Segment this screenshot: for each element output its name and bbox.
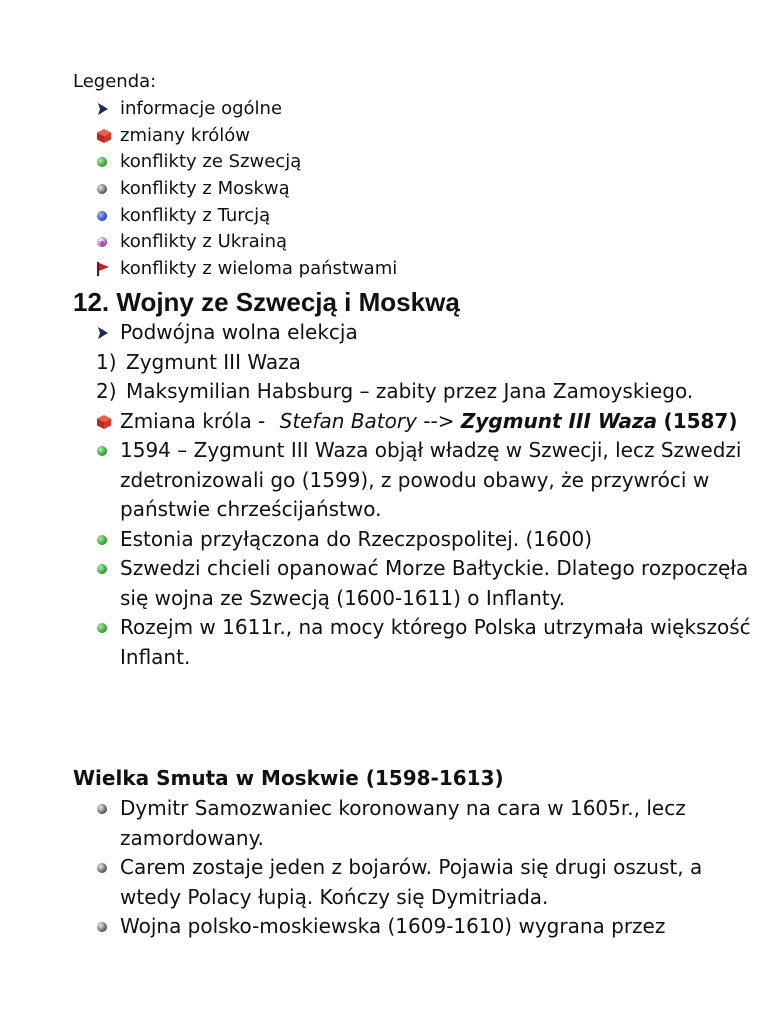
list-item: [96, 794, 756, 853]
king-new: Zygmunt III Waza: [460, 408, 658, 433]
legend-item: [96, 96, 397, 123]
legend-label: konflikty z Moskwą: [120, 178, 290, 200]
legend-label: konflikty ze Szwecją: [120, 151, 302, 173]
swe-text: 1594 – Zygmunt III Waza objął władzę w Szwecji, lecz Szwedzi zdetronizowali go (1599), z powodu obawy, że przywróci w państwie chrześcijaństwo.: [120, 438, 742, 521]
green-dot-icon: [96, 617, 120, 639]
legend-label: zmiany królów: [120, 124, 250, 146]
candidate-text: Maksymilian Habsburg – zabity przez Jana Zamoyskiego.: [126, 379, 694, 403]
legend-item: [96, 229, 397, 256]
gray-dot-icon: [96, 798, 120, 820]
chevron-right-icon: [96, 98, 120, 120]
list-item: [96, 613, 756, 672]
elekcja-text: Podwójna wolna elekcja: [120, 320, 358, 344]
chevron-right-icon: [96, 322, 120, 344]
green-dot-icon: [96, 529, 120, 551]
section-list: [96, 318, 756, 672]
swe-text: Estonia przyłączona do Rzeczpospolitej. (1600): [120, 526, 592, 551]
red-flag-icon: [96, 258, 120, 280]
smuta-heading: Wielka Smuta w Moskwie (1598-1613): [73, 766, 504, 790]
legend-item: [96, 202, 397, 229]
gray-dot-icon: [96, 857, 120, 879]
list-item: [96, 348, 756, 378]
legend-label: konflikty z Turcją: [120, 204, 271, 226]
legend-item: [96, 149, 397, 176]
smuta-text: Carem zostaje jeden z bojarów. Pojawia się drugi oszust, a wtedy Polacy łupią. Kończy się Dymitriada.: [120, 855, 703, 909]
smuta-list: [96, 794, 756, 942]
gray-dot-icon: [96, 178, 120, 200]
legend-item: [96, 256, 397, 283]
legend-label: informacje ogólne: [120, 98, 283, 120]
section-heading: 12. Wojny ze Szwecją i Moskwą: [73, 287, 460, 317]
legend-label: konflikty z wieloma państwami: [120, 257, 398, 279]
list-number: 1): [96, 349, 117, 374]
king-change-prefix: Zmiana króla -: [120, 408, 272, 433]
list-item: [96, 318, 756, 348]
swe-text: Rozejm w 1611r., na mocy którego Polska utrzymała większość Inflant.: [120, 615, 751, 669]
legend-title: Legenda:: [73, 71, 157, 92]
legend-item: [96, 123, 397, 150]
smuta-text: Wojna polsko-moskiewska (1609-1610) wygrana przez: [120, 914, 666, 938]
list-item: [96, 525, 756, 555]
red-cube-icon: [96, 125, 120, 147]
candidate-text: Zygmunt III Waza: [126, 349, 301, 374]
list-number: 2): [96, 379, 117, 403]
list-item: [96, 912, 756, 942]
red-cube-icon: [96, 411, 120, 433]
legend-list: [96, 96, 397, 282]
green-dot-icon: [96, 558, 120, 580]
list-item: [96, 554, 756, 613]
green-dot-icon: [96, 440, 120, 462]
swe-text: Szwedzi chcieli opanować Morze Bałtyckie. Dlatego rozpoczęła się wojna ze Szwecją (1600-1611) o Inflanty.: [120, 556, 749, 610]
king-old: Stefan Batory: [279, 408, 417, 433]
king-arrow: -->: [423, 408, 461, 433]
legend-label: konflikty z Ukrainą: [120, 231, 288, 253]
green-dot-icon: [96, 151, 120, 173]
blue-dot-icon: [96, 205, 120, 227]
legend-item: [96, 176, 397, 203]
purple-dot-icon: [96, 231, 120, 253]
list-item: [96, 436, 756, 525]
king-year: (1587): [663, 408, 738, 433]
list-item: [96, 853, 756, 912]
list-item: [96, 407, 756, 437]
smuta-text: Dymitr Samozwaniec koronowany na cara w 1605r., lecz zamordowany.: [120, 796, 686, 850]
list-item: [96, 377, 756, 407]
gray-dot-icon: [96, 916, 120, 938]
